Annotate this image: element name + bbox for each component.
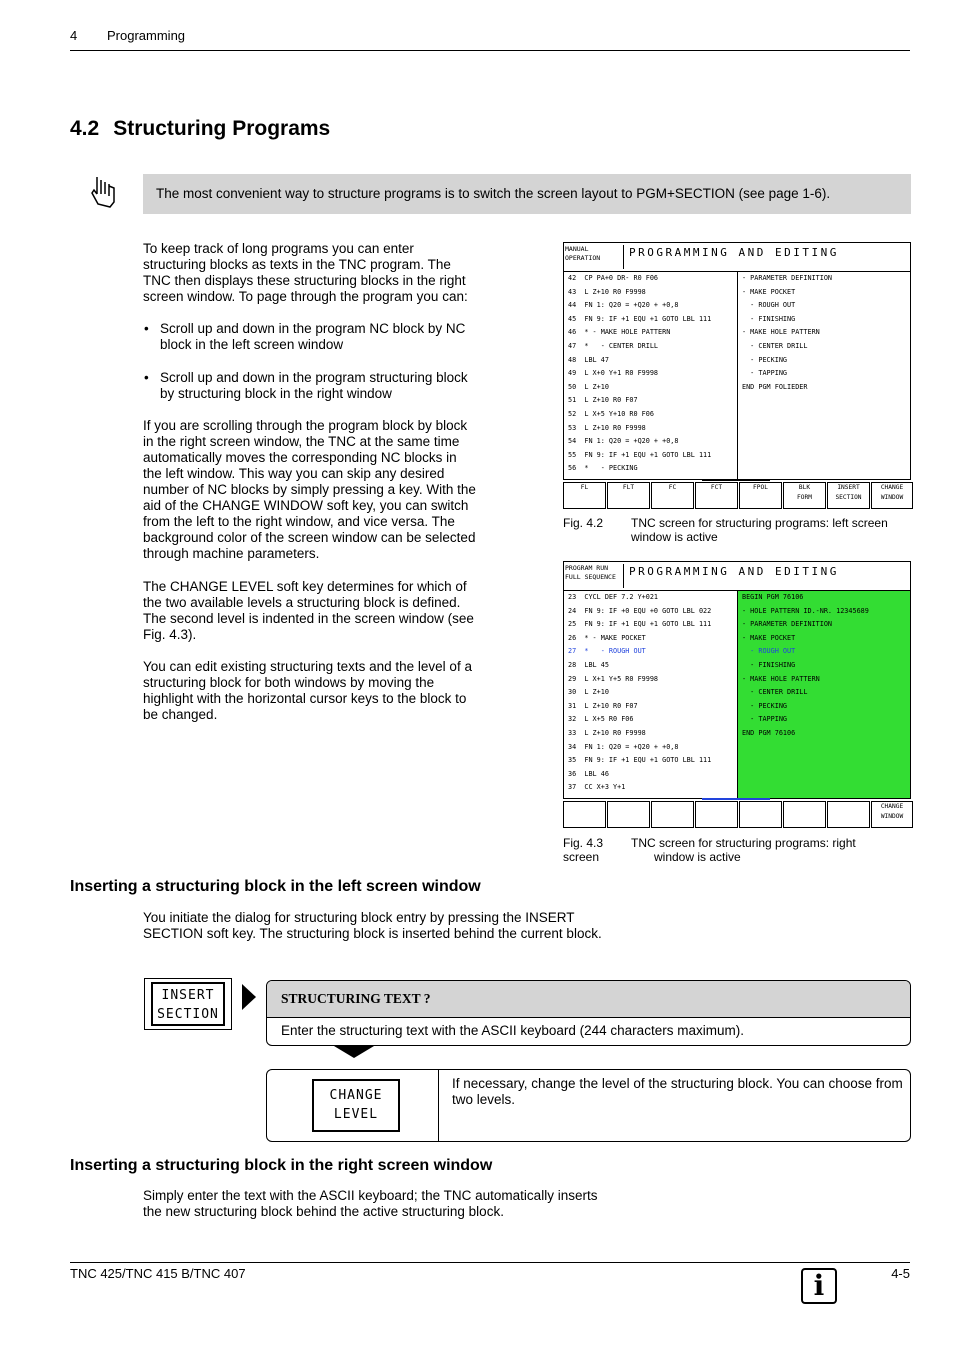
softkey-empty[interactable]: [607, 801, 650, 828]
softkey-empty[interactable]: [739, 801, 782, 828]
code-line: - CENTER DRILL: [742, 688, 808, 697]
code-line: - PECKING: [742, 701, 788, 710]
code-line: - TAPPING: [742, 715, 788, 724]
figure-caption: TNC screen for structuring programs: right window is active: [631, 836, 856, 864]
code-line: 52 L X+5 Y+10 R0 F06: [568, 409, 654, 418]
code-line: - TAPPING: [742, 369, 788, 378]
code-line: - FINISHING: [742, 314, 796, 323]
softkey[interactable]: FL: [563, 482, 606, 509]
code-line: 30 L Z+10: [568, 688, 609, 697]
figure-caption-number: Fig. 4.2: [563, 516, 604, 530]
code-line: - PECKING: [742, 355, 788, 364]
divider: [438, 1070, 439, 1141]
section-title: [70, 117, 330, 141]
change-level-key[interactable]: CHANGE LEVEL: [312, 1079, 400, 1132]
intro-text: [143, 241, 478, 723]
code-line: 28 LBL 45: [568, 660, 609, 669]
code-line: 49 L X+0 Y+1 R0 F9998: [568, 369, 659, 378]
code-line: 32 L X+5 R0 F06: [568, 715, 634, 724]
code-line: 48 LBL 47: [568, 355, 609, 364]
softkey[interactable]: BLK FORM: [783, 482, 826, 509]
subsection-heading: Inserting a structuring block in the left screen window: [70, 878, 481, 895]
footer-rule: [70, 1262, 910, 1263]
screen-title: PROGRAMMING AND EDITING: [629, 246, 839, 259]
screen-title-bar: [564, 243, 910, 272]
code-line: 46 * - MAKE HOLE PATTERN: [568, 328, 671, 337]
code-line: 29 L X+1 Y+5 R0 F9998: [568, 674, 659, 683]
code-line: 37 CC X+3 Y+1: [568, 783, 626, 792]
dialog-text: Enter the structuring text with the ASCII keyboard (244 characters maximum).: [281, 1023, 744, 1038]
chapter-title: Programming: [107, 28, 186, 43]
section-number: 4.2: [70, 117, 100, 140]
code-line: - HOLE PATTERN ID.-NR. 12345689: [742, 606, 869, 615]
code-line: - ROUGH OUT: [742, 301, 796, 310]
softkey[interactable]: FLT: [607, 482, 650, 509]
header-rule: [70, 50, 910, 51]
intro-paragraph: If you are scrolling through the program block by block in the right screen window, the TNC at the same time automatically moves the corresponding NC blocks in the left window. This way you can skip any desired number of NC blocks by simply pressing a key. With the aid of the CHANGE WINDOW soft key, you can switch from the left to the right window, and vice versa. The background color of the screen window can be selected through machine parameters.: [143, 418, 476, 561]
insert-section-key[interactable]: INSERT SECTION: [151, 982, 225, 1026]
code-line: - FINISHING: [742, 660, 796, 669]
code-line: 34 FN 1: Q20 = +Q20 + +0,8: [568, 742, 679, 751]
info-icon: i: [801, 1268, 837, 1304]
code-line: 44 FN 1: Q20 = +Q20 + +0,8: [568, 301, 679, 310]
code-line: 27 * - ROUGH OUT: [568, 647, 646, 656]
change-level-text: If necessary, change the level of the structuring block. You can choose from two levels.: [452, 1076, 903, 1107]
figure-caption: TNC screen for structuring programs: left screen window is active: [631, 516, 888, 544]
note-box: The most convenient way to structure programs is to switch the screen layout to PGM+SECTION (see page 1-6).: [143, 174, 911, 214]
intro-paragraph: The CHANGE LEVEL soft key determines for which of the two available levels a structuring block is defined. The second level is indented in the screen window (see Fig. 4.3).: [143, 579, 474, 642]
structure-window-right-active: [737, 591, 910, 798]
pointing-hand-icon: [90, 174, 120, 210]
code-line: - MAKE HOLE PATTERN: [742, 674, 820, 683]
mode-label: PROGRAM RUN FULL SEQUENCE: [565, 564, 624, 588]
tnc-screen-fig-4-3: [563, 561, 911, 799]
code-line: 26 * - MAKE POCKET: [568, 633, 646, 642]
mode-label: MANUAL OPERATION: [565, 245, 624, 269]
code-line: - PARAMETER DEFINITION: [742, 620, 833, 629]
dialog-box: [266, 980, 911, 1046]
code-line: 42 CP PA+0 DR- R0 F06: [568, 274, 659, 282]
arrow-right-icon: [242, 984, 256, 1010]
bullet-item: • Scroll up and down in the program NC block by NC block in the left screen window: [143, 321, 478, 353]
program-window-left: [564, 591, 736, 795]
softkey-empty[interactable]: [827, 801, 870, 828]
softkey[interactable]: FC: [651, 482, 694, 509]
softkey-empty[interactable]: [563, 801, 606, 828]
code-line: 53 L Z+10 R0 F9998: [568, 423, 646, 432]
code-line: 54 FN 1: Q20 = +Q20 + +0,8: [568, 437, 679, 446]
softkey-row: [563, 482, 914, 509]
bullet-item: • Scroll up and down in the program structuring block by structuring block in the right window: [143, 370, 478, 402]
intro-paragraph: You can edit existing structuring texts and the level of a structuring block for both windows by moving the highlight with the horizontal cursor keys to the block to be changed.: [143, 659, 472, 722]
change-window-softkey[interactable]: CHANGE WINDOW: [871, 801, 913, 828]
code-line: 36 LBL 46: [568, 769, 609, 778]
code-line: - ROUGH OUT: [742, 647, 796, 656]
page-number: 4-5: [891, 1266, 910, 1281]
code-line: 56 * - PECKING: [568, 464, 638, 473]
subsection-heading: Inserting a structuring block in the right screen window: [70, 1157, 493, 1174]
softkey[interactable]: INSERT SECTION: [827, 482, 870, 509]
section-title-text: Structuring Programs: [113, 117, 331, 140]
dialog-prompt: STRUCTURING TEXT ?: [281, 991, 431, 1006]
softkey-empty[interactable]: [651, 801, 694, 828]
code-line: 25 FN 9: IF +1 EQU +1 GOTO LBL 111: [568, 620, 712, 629]
code-line: 43 L Z+10 R0 F9998: [568, 287, 646, 296]
screen-title: PROGRAMMING AND EDITING: [629, 565, 839, 578]
code-line: - MAKE POCKET: [742, 633, 796, 642]
scroll-indicator: [702, 479, 770, 481]
code-line: 51 L Z+10 R0 F07: [568, 396, 638, 405]
code-line: - MAKE POCKET: [742, 287, 796, 296]
code-line: BEGIN PGM 76106: [742, 593, 804, 601]
tnc-screen-fig-4-2: [563, 242, 911, 480]
structure-window-right: [737, 272, 910, 479]
code-line: END PGM FOLIEDER: [742, 382, 808, 391]
code-line: - MAKE HOLE PATTERN: [742, 328, 820, 337]
code-line: - CENTER DRILL: [742, 341, 808, 350]
scroll-indicator: [702, 798, 770, 800]
softkey[interactable]: FCT: [695, 482, 738, 509]
code-line: 35 FN 9: IF +1 EQU +1 GOTO LBL 111: [568, 756, 712, 765]
code-line: 33 L Z+10 R0 F9998: [568, 728, 646, 737]
softkey-empty[interactable]: [695, 801, 738, 828]
change-level-box: [266, 1069, 911, 1142]
code-line: 31 L Z+10 R0 F07: [568, 701, 638, 710]
code-line: 23 CYCL DEF 7.2 Y+021: [568, 593, 659, 601]
code-line: 50 L Z+10: [568, 382, 609, 391]
softkey-row: [563, 801, 914, 828]
subsection-text: Simply enter the text with the ASCII keyboard; the TNC automatically inserts the new structuring block behind the active structuring block.: [143, 1188, 598, 1219]
intro-paragraph: To keep track of long programs you can enter structuring blocks as texts in the TNC program. The TNC then displays these structuring blocks in the right screen window. To page through the program you can:: [143, 241, 468, 304]
softkey-empty[interactable]: [783, 801, 826, 828]
softkey[interactable]: CHANGE WINDOW: [871, 482, 913, 509]
program-window-left: [564, 272, 736, 476]
code-line: 47 * - CENTER DRILL: [568, 341, 659, 350]
code-line: 24 FN 9: IF +0 EQU +0 GOTO LBL 022: [568, 606, 712, 615]
code-line: 55 FN 9: IF +1 EQU +1 GOTO LBL 111: [568, 450, 712, 459]
figure-caption-number: Fig. 4.3 screen: [563, 836, 604, 864]
footer-model: TNC 425/TNC 415 B/TNC 407: [70, 1266, 246, 1281]
chapter-number: 4: [70, 28, 78, 43]
code-line: 45 FN 9: IF +1 EQU +1 GOTO LBL 111: [568, 314, 712, 323]
code-line: - PARAMETER DEFINITION: [742, 274, 833, 282]
subsection-text: You initiate the dialog for structuring block entry by pressing the INSERT SECTION soft key. The structuring block is inserted behind the current block.: [143, 910, 602, 941]
code-line: END PGM 76106: [742, 728, 796, 737]
softkey[interactable]: FPOL: [739, 482, 782, 509]
screen-title-bar: [564, 562, 910, 591]
arrow-down-icon: [334, 1046, 374, 1058]
